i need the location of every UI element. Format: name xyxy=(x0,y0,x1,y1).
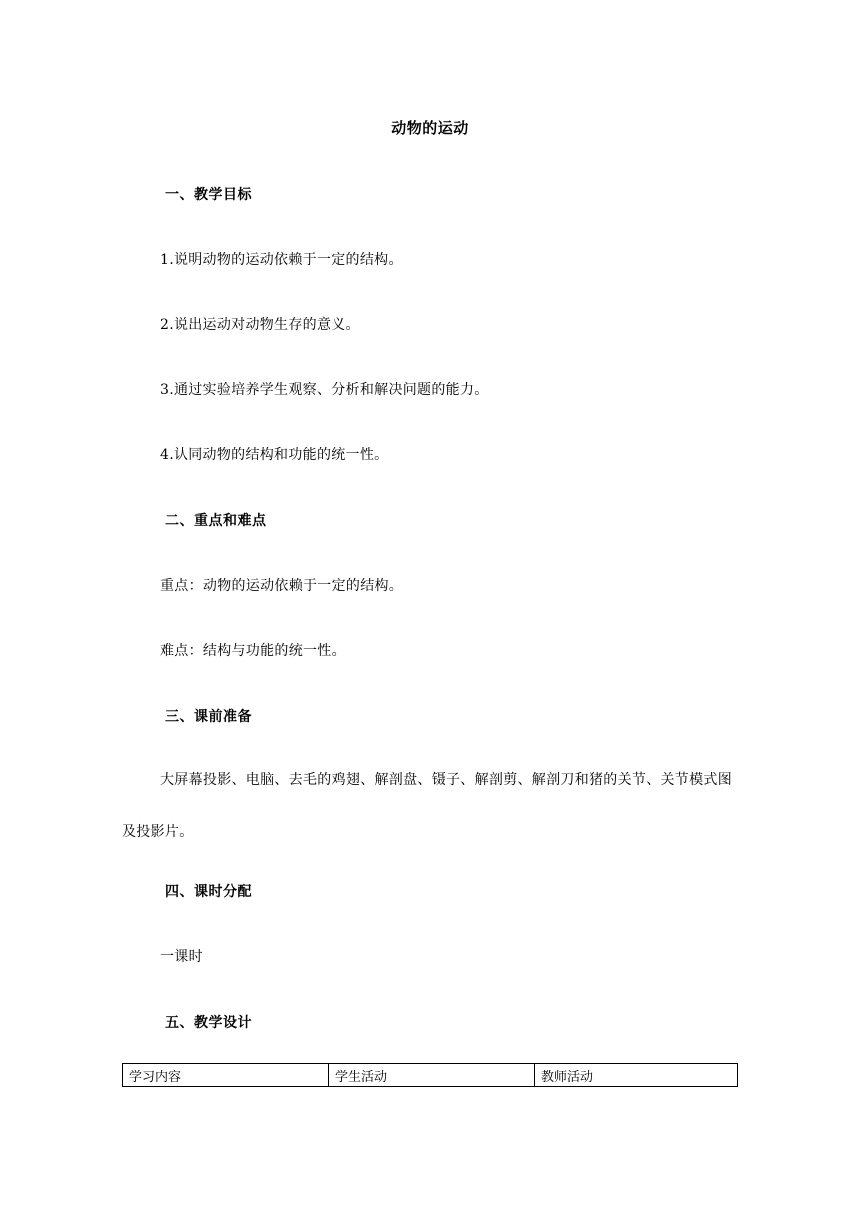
goal-item-4: 4.认同动物的结构和功能的统一性。 xyxy=(160,447,389,463)
preparation-text: 大屏幕投影、电脑、去毛的鸡翅、解剖盘、镊子、解剖剪、解剖刀和猪的关节、关节模式图及投影片。 xyxy=(122,772,732,840)
teaching-design-table xyxy=(122,1063,738,1087)
section-heading-teaching-design: 五、教学设计 xyxy=(165,1015,252,1031)
table-header-cell: 学习内容 xyxy=(123,1064,329,1087)
section-heading-teaching-goals: 一、教学目标 xyxy=(165,187,252,203)
table-header-cell: 学生活动 xyxy=(329,1064,535,1087)
difficulty-text: 难点：结构与功能的统一性。 xyxy=(160,643,346,659)
goal-item-3: 3.通过实验培养学生观察、分析和解决问题的能力。 xyxy=(160,382,489,398)
document-title: 动物的运动 xyxy=(391,119,469,137)
section-heading-class-hours: 四、课时分配 xyxy=(165,884,252,900)
section-heading-key-points: 二、重点和难点 xyxy=(165,513,267,529)
goal-item-1: 1.说明动物的运动依赖于一定的结构。 xyxy=(160,252,403,268)
table-header-row xyxy=(123,1064,738,1087)
table-header-cell: 教师活动 xyxy=(535,1064,738,1087)
goal-item-2: 2.说出运动对动物生存的意义。 xyxy=(160,317,360,333)
class-hours-text: 一课时 xyxy=(160,949,203,965)
key-point-text: 重点：动物的运动依赖于一定的结构。 xyxy=(160,578,404,594)
section-heading-preparation: 三、课前准备 xyxy=(165,709,252,725)
